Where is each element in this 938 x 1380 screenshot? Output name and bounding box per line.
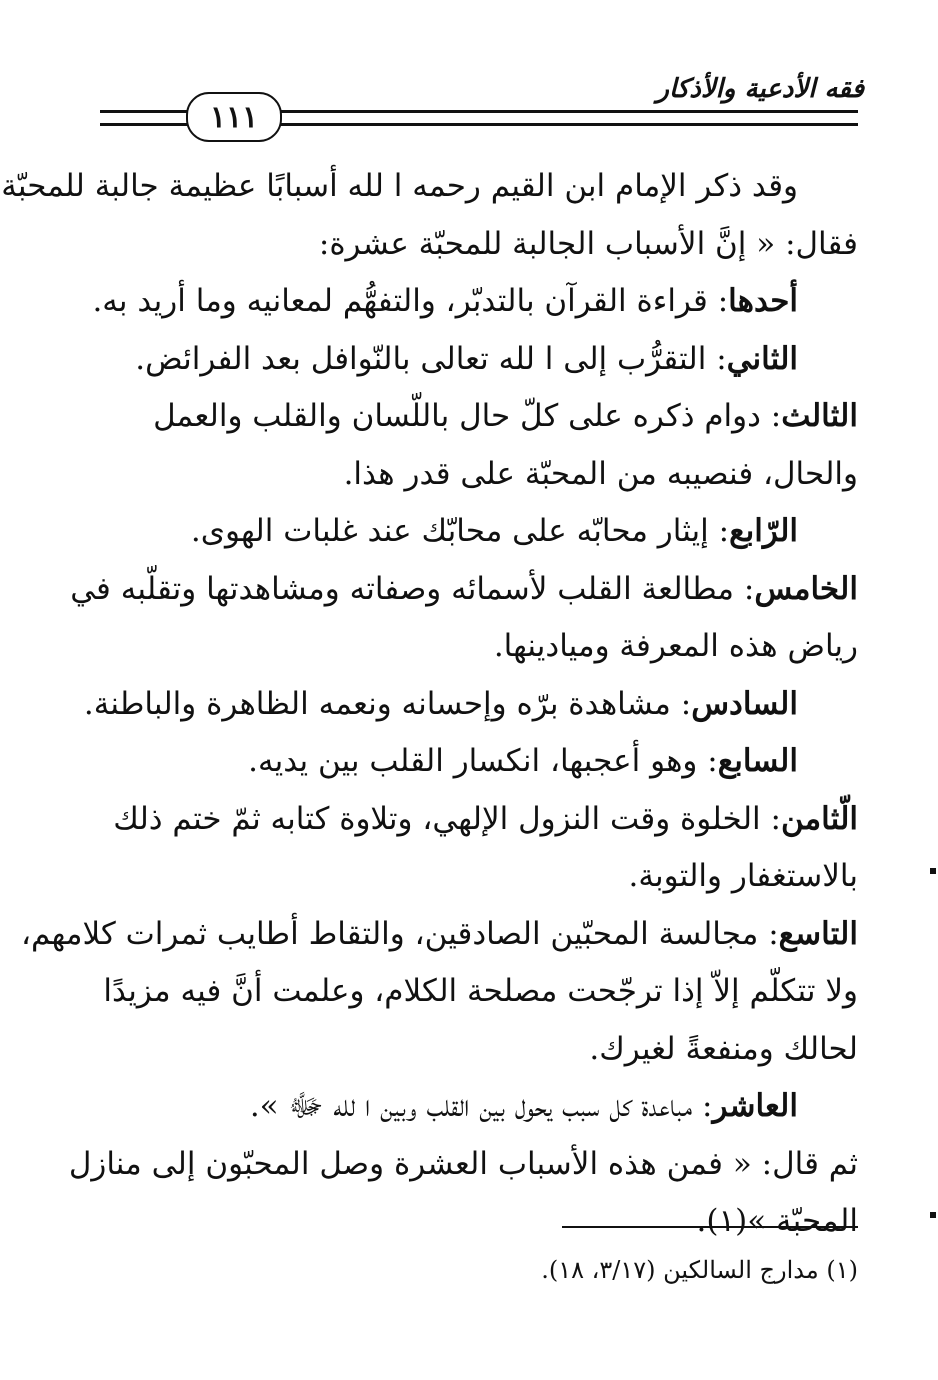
item-label: الثالث: [781, 398, 858, 434]
list-item: [20, 906, 858, 964]
item-text: : مباعدة كل سبب يحول بين القلب وبين ا لله ﷻ ».: [249, 1088, 713, 1124]
item-label: التاسع: [778, 915, 858, 952]
page-number: ١١١: [186, 92, 282, 142]
list-item: [98, 503, 858, 561]
item-text: : مشاهدة برّه وإحسانه ونعمه الظاهرة والباطنة.: [83, 685, 692, 722]
list-item: [98, 791, 858, 849]
text-line: وقد ذكر الإمام ابن القيم رحمه ا لله أسبابًا عظيمة جالبة للمحبّة: [1, 168, 798, 204]
list-item: [98, 733, 858, 791]
text-line: ثم قال: « فمن هذه الأسباب العشرة وصل المحبّون إلى منازل: [68, 1145, 858, 1182]
margin-mark: [930, 1212, 936, 1218]
item-label: الّثامن: [780, 800, 858, 837]
item-label: الرّابع: [729, 513, 798, 549]
list-item: [92, 273, 858, 331]
margin-mark: [930, 868, 936, 874]
item-text: : دوام ذكره على كلّ حال باللّسان والقلب والعمل: [153, 398, 782, 434]
item-text: : وهو أعجبها، انكسار القلب بين يديه.: [248, 743, 718, 779]
list-item: [83, 676, 858, 734]
item-text: : التقرُّب إلى ا لله تعالى بالنّوافل بعد الفرائض.: [135, 340, 727, 377]
item-text: : قراءة القرآن بالتدبّر، والتفهُّم لمعانيه وما أريد به.: [92, 283, 729, 319]
text-line: فقال: « إنَّ الأسباب الجالبة للمحبّة عشرة:: [318, 225, 858, 262]
list-item: [98, 388, 858, 446]
item-text: : مطالعة القلب لأسمائه وصفاته ومشاهدتها وتقلّبه في: [70, 570, 755, 607]
item-label: الخامس: [754, 570, 858, 607]
item-label: العاشر: [712, 1088, 798, 1124]
item-text: : إيثار محابّه على محابّك عند غلبات الهوى.: [190, 513, 730, 549]
item-text: : الخلوة وقت النزول الإلهي، وتلاوة كتابه ثمّ ختم ذلك: [113, 800, 781, 837]
item-label: أحدها: [728, 283, 798, 319]
item-text: : مجالسة المحبّين الصادقين، والتقاط أطايب ثمرات كلامهم،: [20, 915, 779, 952]
text-line: بالاستغفار والتوبة.: [628, 858, 858, 894]
item-label: السادس: [691, 685, 798, 722]
footnote: (١) مدارج السالكين (٣/١٧، ١٨).: [541, 1256, 858, 1284]
list-item: [98, 331, 858, 389]
main-text: [1, 158, 858, 1251]
text-line: والحال، فنصيبه من المحبّة على قدر هذا.: [343, 455, 858, 492]
item-label: السابع: [717, 743, 798, 779]
text-line: رياض هذه المعرفة وميادينها.: [493, 628, 858, 664]
item-label: الثاني: [726, 340, 798, 377]
running-title: فقه الأدعية والأذكار: [656, 74, 864, 104]
text-line: ولا تتكلّم إلاّ إذا ترجّحت مصلحة الكلام، وعلمت أنَّ فيه مزيدًا: [103, 973, 858, 1009]
text-line: لحالك ومنفعةً لغيرك.: [589, 1030, 858, 1067]
footnote-divider: [562, 1226, 858, 1228]
list-item: [98, 1078, 858, 1136]
text-line: المحبّة »(١).: [696, 1203, 858, 1239]
list-item: [70, 561, 858, 619]
